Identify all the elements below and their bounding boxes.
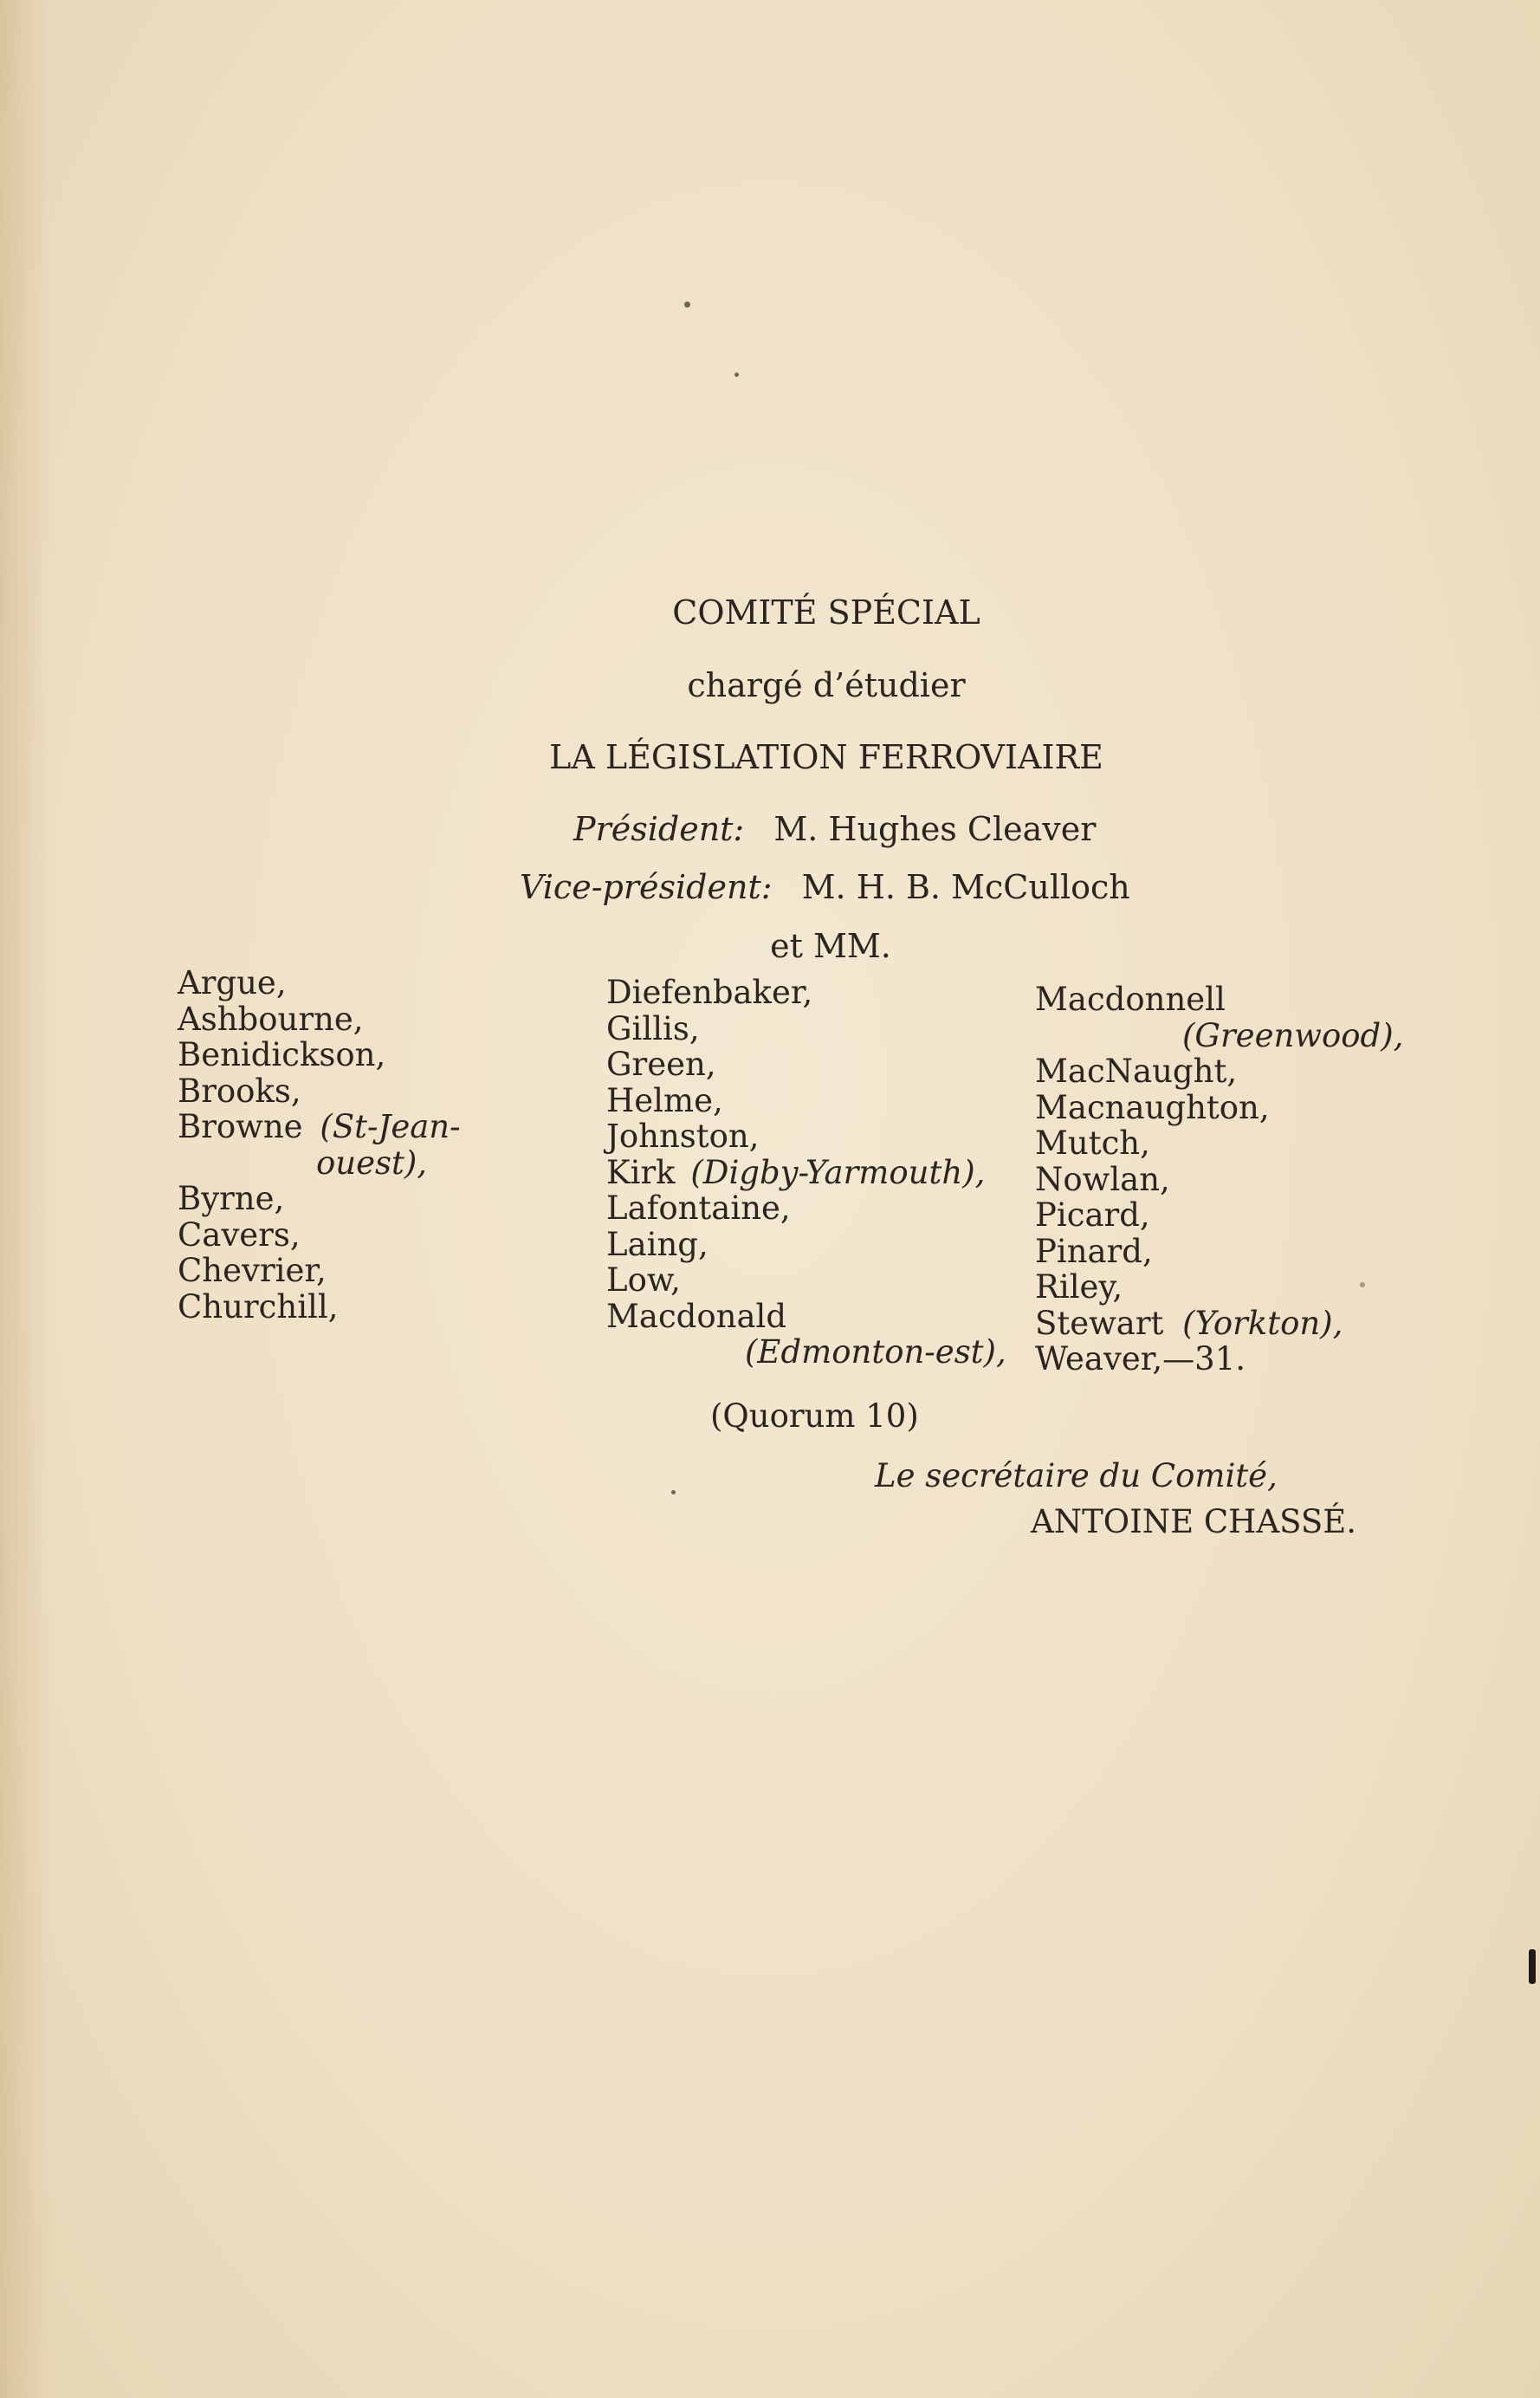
- members-column-2: [606, 975, 1006, 1371]
- committee-charge: chargé d’étudier: [687, 666, 966, 704]
- member-name: Nowlan,: [1035, 1160, 1170, 1198]
- member-name: MacNaught,: [1035, 1053, 1238, 1090]
- member-riding-continued: (Greenwood),: [1182, 1016, 1404, 1054]
- member-riding-continued: (Edmonton-est),: [745, 1333, 1006, 1371]
- members-column-3: [1035, 982, 1403, 1377]
- secretary-name: ANTOINE CHASSÉ.: [1031, 1503, 1356, 1540]
- member-name: Stewart: [1035, 1304, 1164, 1342]
- member-name: Brooks,: [178, 1072, 301, 1110]
- committee-subject: LA LÉGISLATION FERROVIAIRE: [549, 738, 1103, 776]
- member-name: Low,: [606, 1261, 681, 1299]
- member-name: Mutch,: [1035, 1124, 1150, 1162]
- paper-speck: [734, 373, 739, 377]
- member-riding: (Yorkton),: [1182, 1304, 1343, 1342]
- member-name: Green,: [606, 1046, 716, 1083]
- member-name: Laing,: [606, 1225, 709, 1263]
- member-name: Macdonnell: [1035, 981, 1226, 1018]
- quorum-note: (Quorum 10): [710, 1397, 919, 1435]
- page-edge-shadow: [0, 0, 52, 2398]
- paper-speck: [684, 301, 690, 308]
- member-name: Picard,: [1035, 1196, 1150, 1234]
- member-entry: [178, 1109, 461, 1145]
- and-members: et MM.: [770, 927, 891, 965]
- member-name: Diefenbaker,: [606, 974, 813, 1011]
- member-name: Ashbourne,: [178, 1000, 364, 1038]
- member-riding-continued: ouest),: [316, 1144, 428, 1182]
- member-name: Weaver,—31.: [1035, 1340, 1246, 1377]
- member-name: Cavers,: [178, 1215, 301, 1254]
- member-name: Kirk: [606, 1153, 676, 1191]
- committee-title: COMITÉ SPÉCIAL: [672, 593, 980, 632]
- paper-speck: [1360, 1282, 1365, 1287]
- member-name: Browne: [178, 1108, 303, 1145]
- member-name: Johnston,: [606, 1118, 760, 1155]
- member-name: Helme,: [606, 1081, 723, 1119]
- member-name: Argue,: [178, 964, 287, 1001]
- paper-speck: [671, 1490, 676, 1494]
- member-name: Byrne,: [178, 1180, 285, 1217]
- member-name: Benidickson,: [178, 1036, 386, 1073]
- vice-president-name: M. H. B. McCulloch: [801, 868, 1130, 906]
- member-name: Gillis,: [606, 1009, 700, 1047]
- member-name: Macdonald: [606, 1297, 787, 1335]
- member-name: Lafontaine,: [606, 1189, 791, 1227]
- member-name: Chevrier,: [178, 1252, 327, 1289]
- member-name: Macnaughton,: [1035, 1088, 1270, 1126]
- member-name: Churchill,: [178, 1287, 339, 1325]
- member-entry: [606, 1155, 1006, 1191]
- vice-president-label: Vice-président:: [520, 868, 773, 906]
- president-line: [573, 810, 1097, 848]
- member-name: Pinard,: [1035, 1232, 1153, 1270]
- secretary-role: Le secrétaire du Comité,: [875, 1457, 1278, 1494]
- member-riding: (Digby-Yarmouth),: [690, 1153, 986, 1191]
- member-name: Riley,: [1035, 1268, 1123, 1306]
- vice-president-line: [520, 868, 1130, 906]
- president-label: Président:: [573, 810, 745, 848]
- page-edge-mark: [1529, 1949, 1536, 1984]
- members-column-1: [178, 965, 461, 1325]
- member-entry: [1035, 1306, 1403, 1342]
- member-riding: (St-Jean-: [320, 1108, 461, 1145]
- president-name: M. Hughes Cleaver: [773, 810, 1097, 848]
